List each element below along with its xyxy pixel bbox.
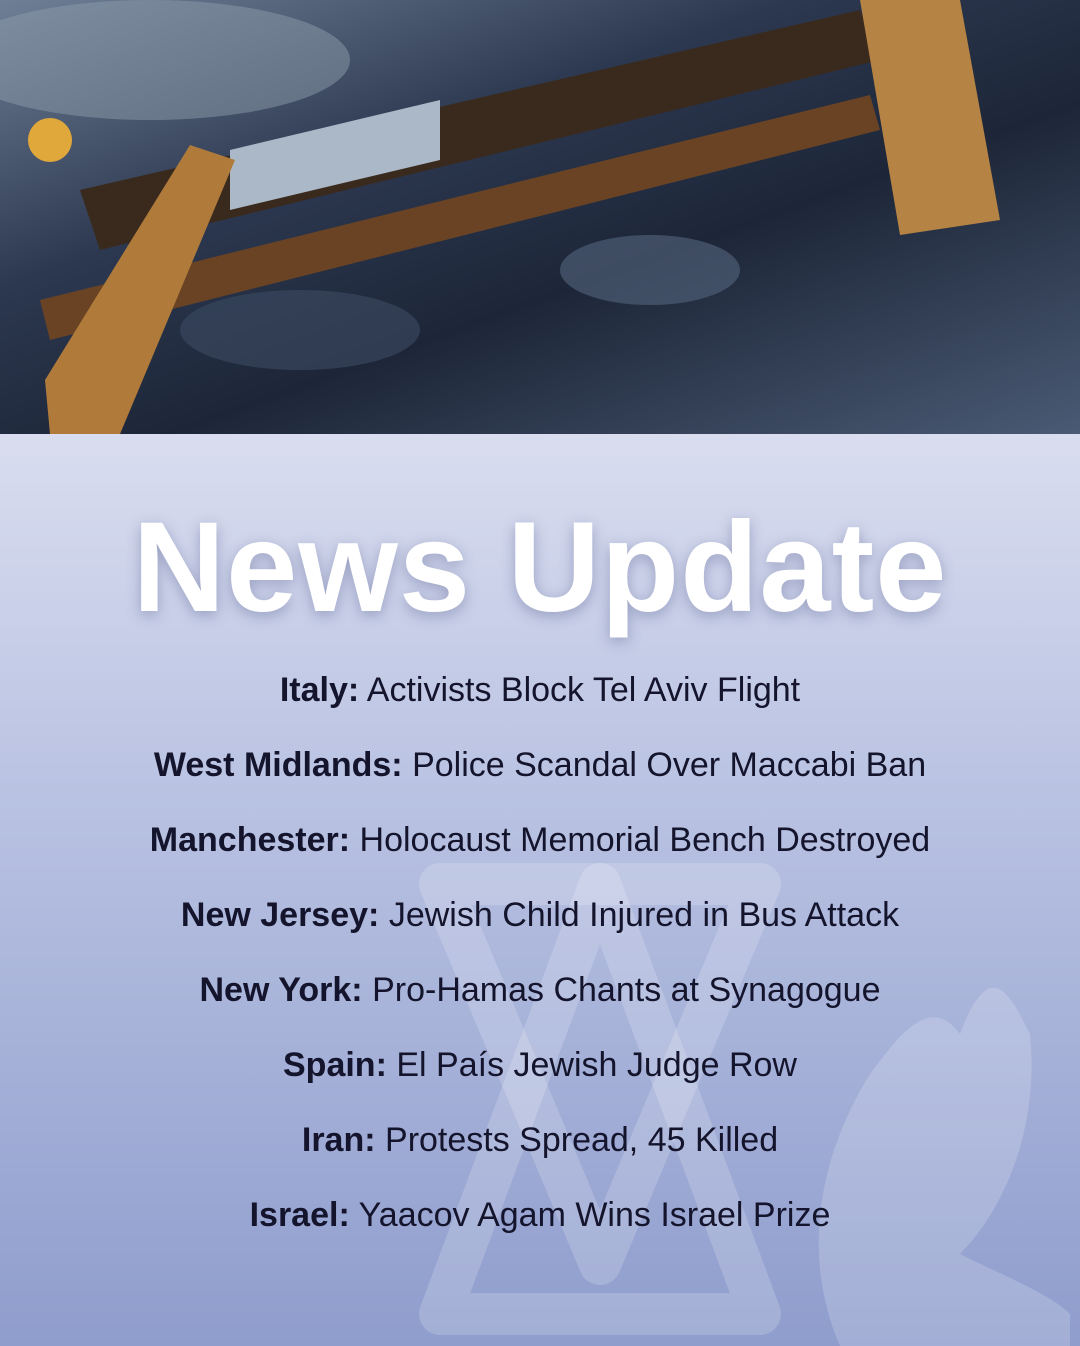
news-item <box>0 668 1080 743</box>
news-item-headline: Holocaust Memorial Bench Destroyed <box>359 821 931 859</box>
news-item <box>0 818 1080 893</box>
news-item-headline: Activists Block Tel Aviv Flight <box>366 671 801 709</box>
news-item <box>0 968 1080 1043</box>
news-item-place: Spain: <box>283 1046 387 1084</box>
news-item-place: Israel: <box>249 1196 350 1234</box>
news-item-place: New York: <box>199 971 363 1009</box>
news-item-place: New Jersey: <box>180 896 380 934</box>
news-item-headline: Pro-Hamas Chants at Synagogue <box>372 971 881 1009</box>
broken-bench-photo <box>0 0 1080 434</box>
news-item-headline: Yaacov Agam Wins Israel Prize <box>358 1196 831 1234</box>
news-item <box>0 1193 1080 1268</box>
news-panel <box>0 434 1080 1346</box>
news-item-headline: Police Scandal Over Maccabi Ban <box>412 746 927 784</box>
news-item-headline: Jewish Child Injured in Bus Attack <box>388 896 900 934</box>
news-item <box>0 1043 1080 1118</box>
news-item-place: Manchester: <box>149 821 351 859</box>
news-item <box>0 1118 1080 1193</box>
page-title: News Update <box>132 496 948 639</box>
news-item <box>0 893 1080 968</box>
news-item-place: Italy: <box>279 671 360 709</box>
news-item-place: Iran: <box>301 1121 376 1159</box>
news-item-place: West Midlands: <box>153 746 403 784</box>
news-list <box>0 668 1080 1268</box>
news-item-headline: Protests Spread, 45 Killed <box>385 1121 779 1159</box>
news-item <box>0 743 1080 818</box>
news-item-headline: El País Jewish Judge Row <box>396 1046 797 1084</box>
header-photo <box>0 0 1080 434</box>
